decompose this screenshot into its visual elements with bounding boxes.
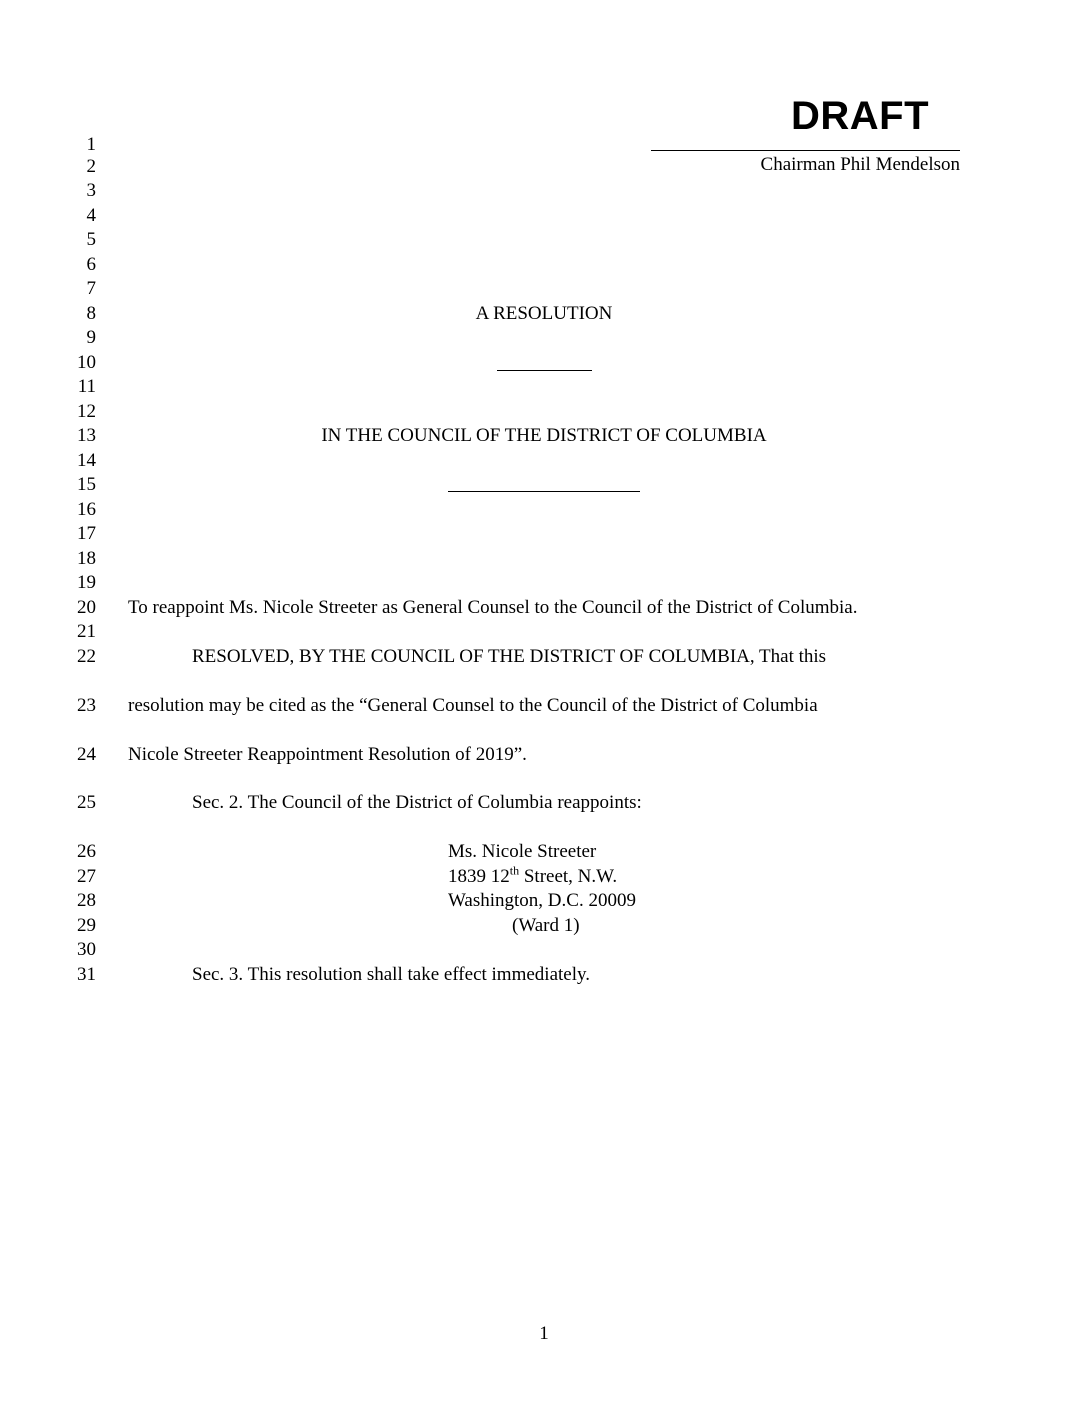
- line-number: 6: [86, 254, 96, 275]
- line-number: 17: [77, 523, 96, 544]
- line-number: 21: [77, 621, 96, 642]
- line-number: 7: [86, 278, 96, 299]
- line-number: 2: [86, 156, 96, 177]
- line-number: 10: [77, 352, 96, 373]
- line-number: 30: [77, 939, 96, 960]
- line-number: 16: [77, 499, 96, 520]
- appointee-street: 1839 12th Street, N.W.: [448, 863, 618, 887]
- line-number: 14: [77, 450, 96, 471]
- section-2: Sec. 2. The Council of the District of Columbia reappoints:: [192, 792, 642, 813]
- appointee-city: Washington, D.C. 20009: [448, 890, 636, 911]
- line-number: 15: [77, 474, 96, 495]
- line-number: 11: [77, 376, 96, 397]
- line-number: 31: [77, 964, 96, 985]
- section-3: Sec. 3. This resolution shall take effect immediately.: [192, 964, 591, 985]
- line-number: 1: [86, 134, 96, 155]
- line-number: 25: [77, 792, 96, 813]
- resolved-clause-line-1: RESOLVED, BY THE COUNCIL OF THE DISTRICT OF COLUMBIA, That this: [192, 646, 827, 667]
- appointee-ward: (Ward 1): [512, 915, 580, 936]
- line-number: 9: [86, 327, 96, 348]
- line-number: 22: [77, 646, 96, 667]
- line-number: 23: [77, 695, 96, 716]
- sponsor-name: Chairman Phil Mendelson: [760, 154, 960, 175]
- line-number: 12: [77, 401, 96, 422]
- line-number: 8: [86, 303, 96, 324]
- line-number: 13: [77, 425, 96, 446]
- signature-line: [651, 150, 960, 151]
- line-number: 4: [86, 205, 96, 226]
- purpose-statement: To reappoint Ms. Nicole Streeter as General Counsel to the Council of the District of Columbia.: [128, 597, 858, 618]
- resolution-number-line: [497, 370, 592, 371]
- date-line: [448, 491, 640, 492]
- line-number: 24: [77, 744, 96, 765]
- line-number: 3: [86, 180, 96, 201]
- line-number: 27: [77, 866, 96, 887]
- line-number: 20: [77, 597, 96, 618]
- line-number: 19: [77, 572, 96, 593]
- appointee-name: Ms. Nicole Streeter: [448, 841, 597, 862]
- line-number: 5: [86, 229, 96, 250]
- resolved-clause-line-3: Nicole Streeter Reappointment Resolution of 2019”.: [128, 744, 527, 765]
- resolution-heading: A RESOLUTION: [475, 303, 613, 324]
- resolved-clause-line-2: resolution may be cited as the “General Counsel to the Council of the District of Columbia: [128, 695, 818, 716]
- line-number: 18: [77, 548, 96, 569]
- line-number: 29: [77, 915, 96, 936]
- page-number: 1: [539, 1323, 549, 1344]
- council-heading: IN THE COUNCIL OF THE DISTRICT OF COLUMBIA: [321, 425, 767, 446]
- line-number: 26: [77, 841, 96, 862]
- draft-watermark: DRAFT: [790, 94, 930, 138]
- line-number: 28: [77, 890, 96, 911]
